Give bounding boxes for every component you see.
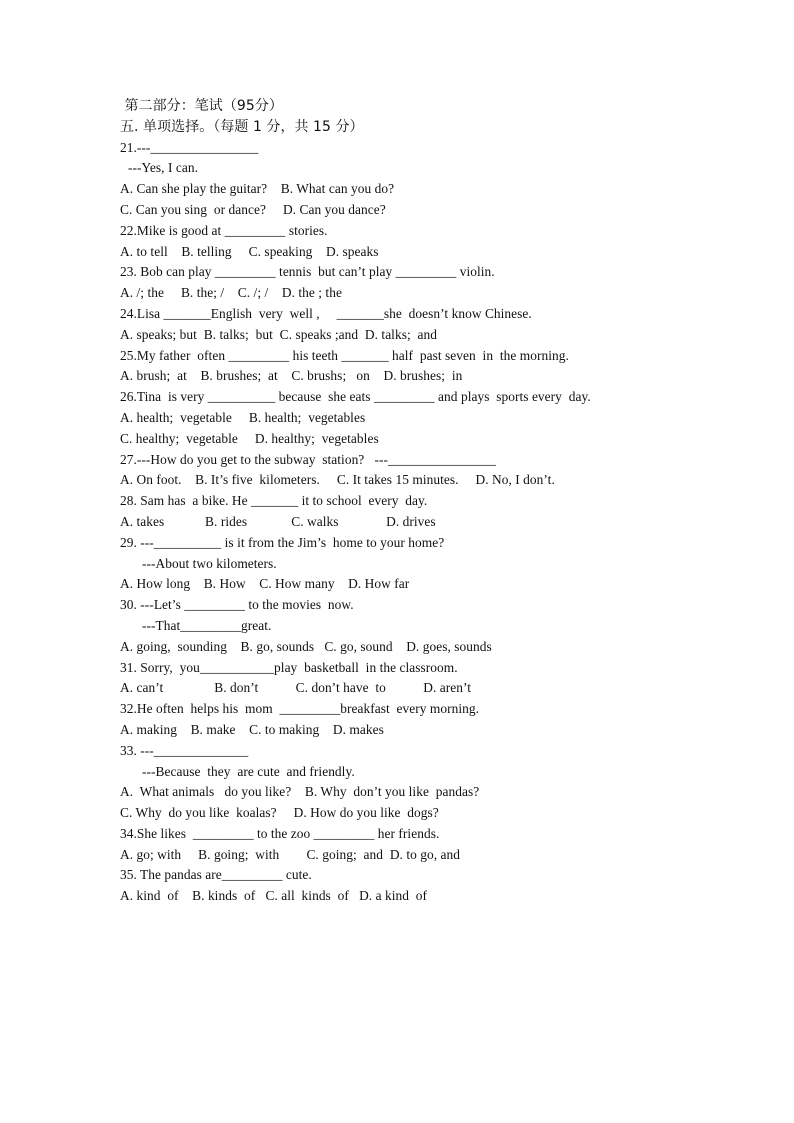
- question-21-answer-line: ---Yes, I can.: [128, 160, 198, 176]
- question-24-options: A. speaks; but B. talks; but C. speaks ;and D. talks; and: [120, 326, 438, 342]
- question-26-options-cd: C. healthy; vegetable D. healthy; vegetables: [120, 430, 379, 446]
- question-29-answer-line: ---About two kilometers.: [142, 555, 277, 571]
- question-26: 26.Tina is very __________ because she eats _________ and plays sports every day.: [120, 389, 591, 405]
- question-30-options: A. going, sounding B. go, sounds C. go, sound D. goes, sounds: [120, 638, 492, 654]
- question-33-answer-line: ---Because they are cute and friendly.: [142, 763, 355, 779]
- question-33-options-ab: A. What animals do you like? B. Why don’t you like pandas?: [120, 784, 480, 800]
- question-33: 33. ---______________: [120, 742, 249, 758]
- question-34: 34.She likes _________ to the zoo _________ her friends.: [120, 825, 440, 841]
- question-22: 22.Mike is good at _________ stories.: [120, 222, 328, 238]
- question-22-options: A. to tell B. telling C. speaking D. speaks: [120, 243, 379, 259]
- question-31: 31. Sorry, you___________play basketball in the classroom.: [120, 659, 458, 675]
- question-28-options: A. takes B. rides C. walks D. drives: [120, 513, 436, 529]
- question-27-options: A. On foot. B. It’s five kilometers. C. It takes 15 minutes. D. No, I don’t.: [120, 472, 555, 488]
- question-35-options: A. kind of B. kinds of C. all kinds of D. a kind of: [120, 888, 428, 904]
- question-34-options: A. go; with B. going; with C. going; and D. to go, and: [120, 846, 461, 862]
- question-24: 24.Lisa _______English very well , _______she doesn’t know Chinese.: [120, 305, 532, 321]
- question-31-options: A. can’t B. don’t C. don’t have to D. aren’t: [120, 680, 472, 696]
- question-21-options-ab: A. Can she play the guitar? B. What can you do?: [120, 181, 395, 197]
- question-26-options-ab: A. health; vegetable B. health; vegetables: [120, 409, 366, 425]
- part-title: 五. 单项选择。（每题 1 分，共 15 分）: [120, 118, 364, 135]
- question-30-answer-line: ---That_________great.: [142, 617, 272, 633]
- question-27: 27.---How do you get to the subway station? ---________________: [120, 451, 496, 467]
- question-21: 21.---________________: [120, 139, 259, 155]
- question-21-options-cd: C. Can you sing or dance? D. Can you dance?: [120, 201, 386, 217]
- question-29-options: A. How long B. How C. How many D. How far: [120, 576, 410, 592]
- question-23-options: A. /; the B. the; / C. /; / D. the ; the: [120, 285, 342, 301]
- question-33-options-cd: C. Why do you like koalas? D. How do you like dogs?: [120, 805, 439, 821]
- section-title: 第二部分：笔试（95分）: [120, 98, 283, 114]
- exam-page: [120, 96, 720, 907]
- question-30: 30. ---Let’s _________ to the movies now.: [120, 597, 354, 613]
- question-32: 32.He often helps his mom _________breakfast every morning.: [120, 701, 480, 717]
- question-28: 28. Sam has a bike. He _______ it to school every day.: [120, 493, 428, 509]
- question-23: 23. Bob can play _________ tennis but can’t play _________ violin.: [120, 264, 495, 280]
- question-32-options: A. making B. make C. to making D. makes: [120, 721, 384, 737]
- question-35: 35. The pandas are_________ cute.: [120, 867, 312, 883]
- question-25: 25.My father often _________ his teeth _______ half past seven in the morning.: [120, 347, 569, 363]
- question-25-options: A. brush; at B. brushes; at C. brushs; on D. brushes; in: [120, 368, 463, 384]
- question-29: 29. ---__________ is it from the Jim’s home to your home?: [120, 534, 445, 550]
